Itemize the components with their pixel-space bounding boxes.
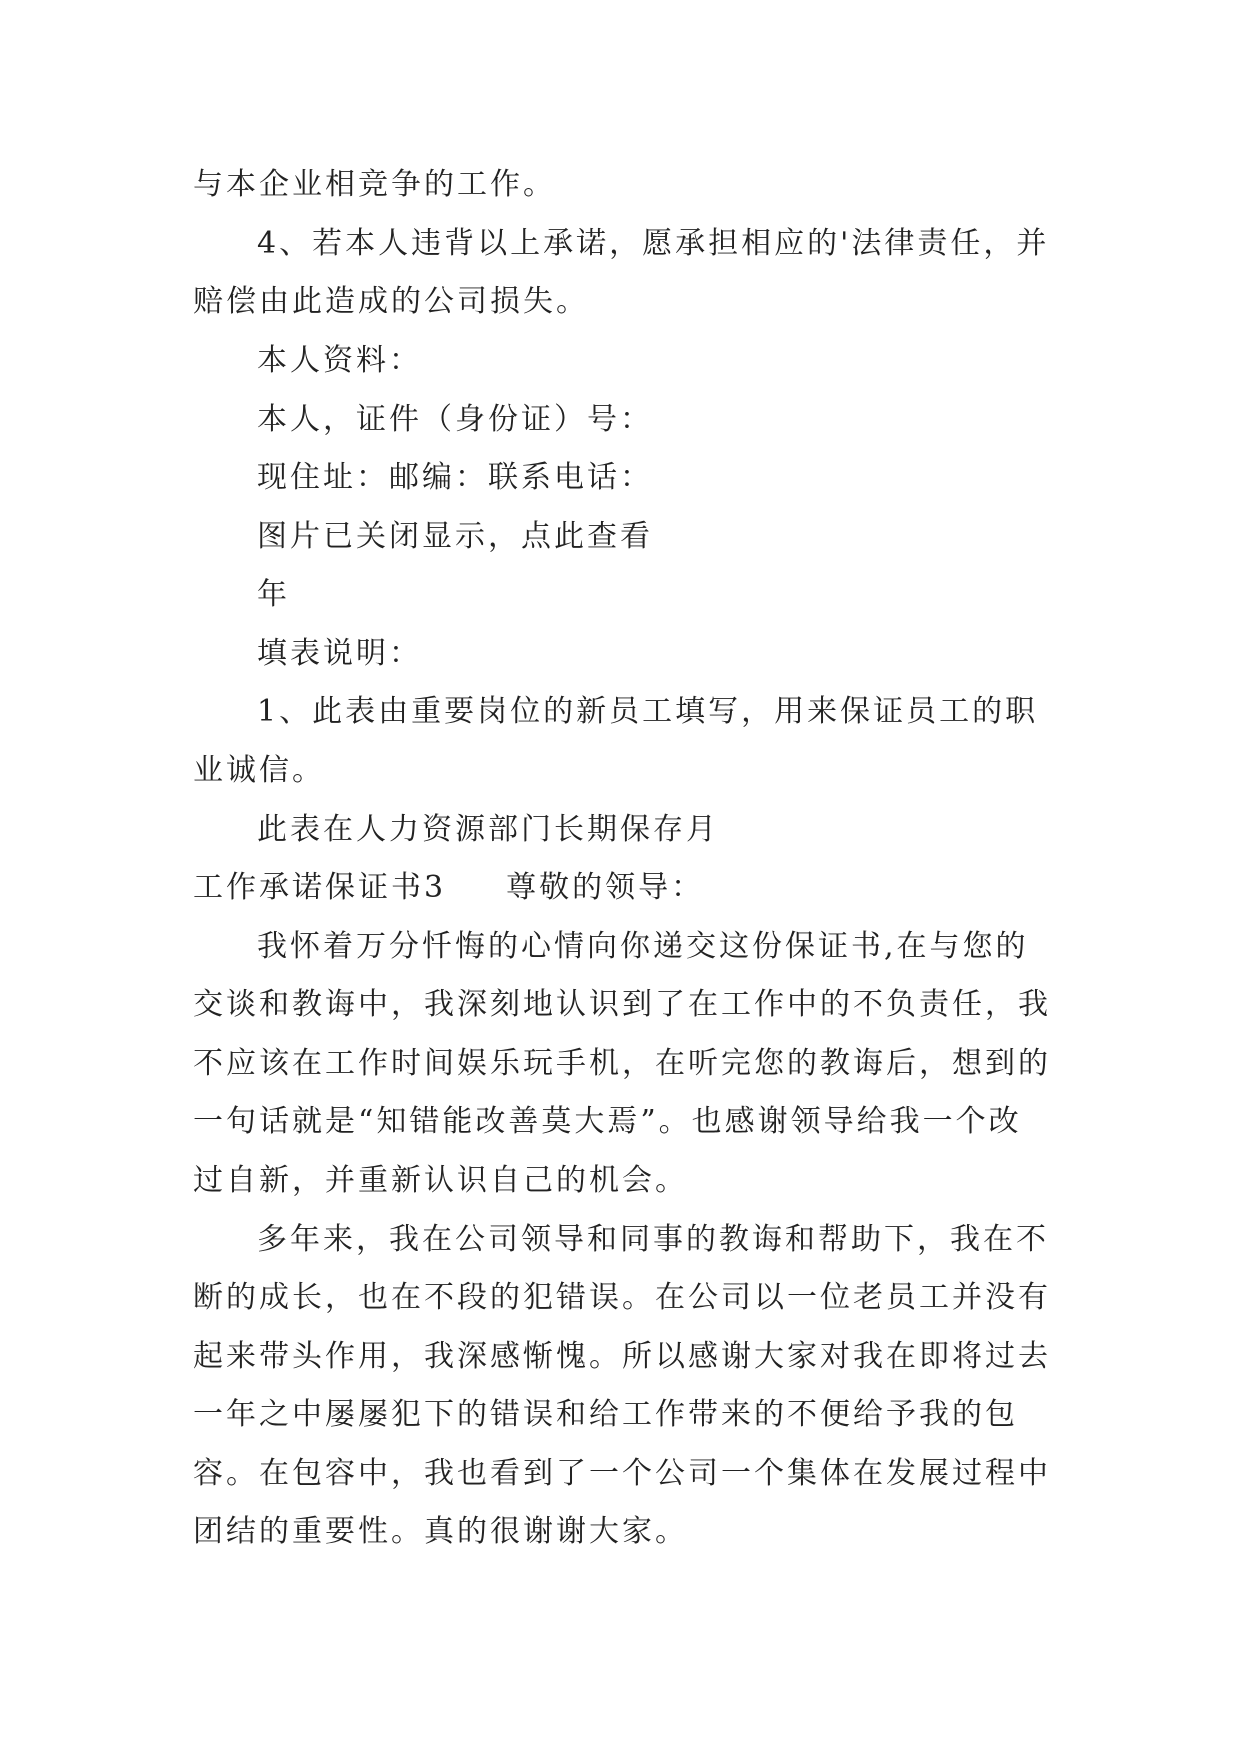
text-line: 此表在人力资源部门长期保存月	[257, 812, 719, 847]
text-line: 年	[257, 577, 290, 612]
image-hidden-notice[interactable]: 图片已关闭显示，点此查看	[257, 519, 653, 554]
text-line: 多年来，我在公司领导和同事的教诲和帮助下，我在不	[257, 1222, 1049, 1257]
text-line: 起来带头作用，我深感惭愧。所以感谢大家对我在即将过去	[193, 1339, 1051, 1374]
text-line: 断的成长，也在不段的犯错误。在公司以一位老员工并没有	[193, 1280, 1051, 1315]
text-line: 与本企业相竞争的工作。	[193, 167, 556, 202]
text-line: 1、此表由重要岗位的新员工填写，用来保证员工的职	[257, 694, 1039, 729]
text-line: 4、若本人违背以上承诺，愿承担相应的'法律责任，并	[257, 226, 1050, 261]
text-line: 过自新，并重新认识自己的机会。	[193, 1163, 688, 1198]
text-line: 填表说明：	[257, 636, 422, 671]
salutation: 尊敬的领导：	[506, 870, 705, 905]
text-line: 不应该在工作时间娱乐玩手机，在听完您的教诲后，想到的	[193, 1046, 1051, 1081]
text-line: 业诚信。	[193, 753, 325, 788]
text-line: 一句话就是“知错能改善莫大焉”。也感谢领导给我一个改	[193, 1104, 1022, 1139]
text-line: 交谈和教诲中，我深刻地认识到了在工作中的不负责任，我	[193, 987, 1051, 1022]
heading-line	[193, 868, 704, 908]
text-line: 本人，证件（身份证）号：	[257, 402, 653, 437]
text-line: 本人资料：	[257, 343, 422, 378]
text-line: 团结的重要性。真的很谢谢大家。	[193, 1514, 688, 1549]
text-line: 一年之中屡屡犯下的错误和给工作带来的不便给予我的包	[193, 1397, 1018, 1432]
text-line: 赔偿由此造成的公司损失。	[193, 284, 589, 319]
document-title: 工作承诺保证书3	[193, 870, 447, 905]
text-line: 我怀着万分忏悔的心情向你递交这份保证书,在与您的	[257, 929, 1029, 964]
text-line: 容。在包容中，我也看到了一个公司一个集体在发展过程中	[193, 1456, 1051, 1491]
text-line: 现住址：邮编：联系电话：	[257, 460, 653, 495]
